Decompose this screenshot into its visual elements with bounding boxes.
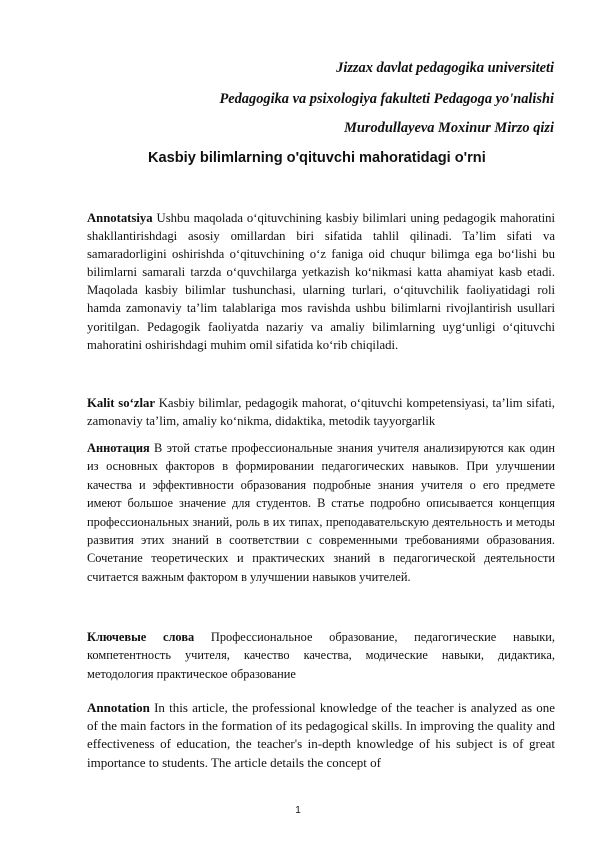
author-name: Murodullayeva Moxinur Mirzo qizi <box>344 120 554 136</box>
keywords-uz-text: Kasbiy bilimlar, pedagogik mahorat, o‘qituvchi kompetensiyasi, ta’lim sifati, zamonaviy ta’lim, amaliy ko‘nikma, didaktika, metodik tayyorgarlik <box>87 396 555 429</box>
university-name: Jizzax davlat pedagogika universiteti <box>336 60 554 76</box>
annotation-ru-label: Аннотация <box>87 441 150 455</box>
keywords-ru-label: Ключевые слова <box>87 630 195 644</box>
annotation-ru-text: В этой статье профессиональные знания учителя анализируются как один из основных факторов в формировании педагогических навыков. При улучшении качества и эффективности образования подробные знания учителя о его предмете имеют большое значение для студентов. В статье подробно описывается концепция профессиональных знаний, роль в их типах, преподавательскую деятельность и методы развития этих знаний в соответствии с современными требованиями образования. Сочетание теоретических и практических знаний в педагогической деятельности считается важным фактором в улучшении навыков учителей. <box>87 441 555 584</box>
annotation-en-text: In this article, the professional knowledge of the teacher is analyzed as one of the main factors in the formation of its pedagogical skills. In improving the quality and effectiveness of education, the teacher's in-depth knowledge of his subject is of great importance to students. The article details the concept of <box>87 700 555 770</box>
keywords-uz <box>87 394 555 430</box>
annotation-en-label: Annotation <box>87 700 150 715</box>
keywords-uz-label: Kalit so‘zlar <box>87 396 155 410</box>
annotation-uz <box>87 209 555 354</box>
article-title: Kasbiy bilimlarning o'qituvchi mahoratidagi o'rni <box>148 150 486 166</box>
annotation-uz-text: Ushbu maqolada o‘qituvchining kasbiy bilimlari uning pedagogik mahoratini shakllantirishdagi asosiy omillardan biri sifatida tahlil qilinadi. Ta’lim sifati va samaradorligini oshirishda o‘qituvchining o‘z faniga oid chuqur bilimga ega bo‘lishi bu bilimlarni samarali tarzda o‘quvchilarga yetkazish ko‘nikmasi katta ahamiyat kasb etadi. Maqolada kasbiy bilimlar tushunchasi, ularning turlari, o‘qituvchilik faoliyatidagi roli hamda zamonaviy ta’lim talablariga mos ravishda ushbu bilimlarni rivojlantirish usullari yoritilgan. Pedagogik faoliyatda nazariy va amaliy bilimlarning uyg‘unligi o‘qituvchi mahoratini oshirishdagi muhim omil sifatida ko‘rib chiqiladi. <box>87 211 555 352</box>
faculty-name: Pedagogika va psixologiya fakulteti Pedagoga yo'nalishi <box>219 91 554 107</box>
keywords-ru-text: Профессиональное образование, педагогические навыки, компетентность учителя, качество качества, модические навыки, дидактика, методология практическое образование <box>87 630 556 681</box>
annotation-uz-label: Annotatsiya <box>87 211 153 225</box>
annotation-en <box>87 699 555 772</box>
keywords-ru <box>87 628 555 683</box>
page-number: 1 <box>295 805 301 816</box>
annotation-ru <box>87 439 555 586</box>
